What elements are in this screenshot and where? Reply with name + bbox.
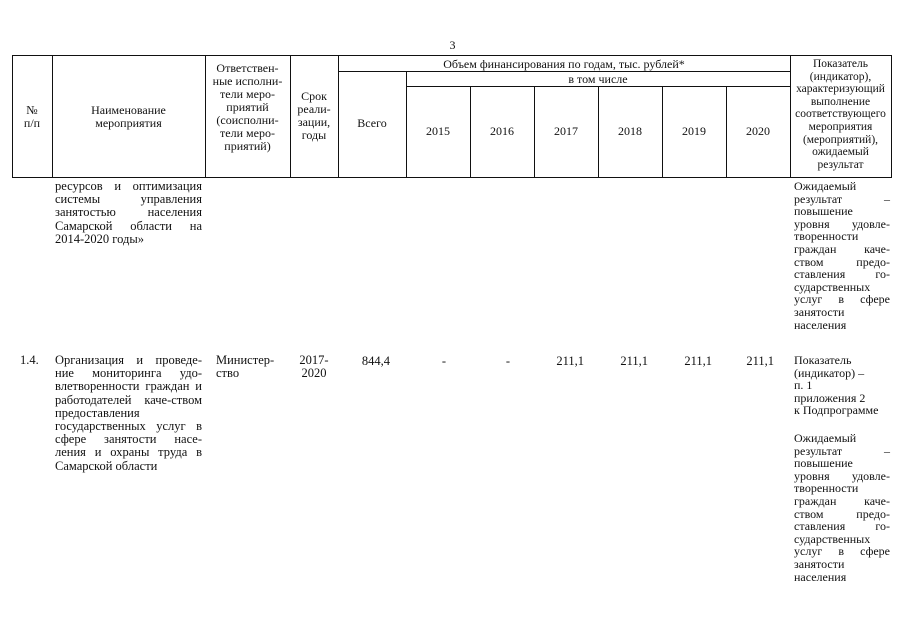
header-indicator: Показатель (индикатор), характеризующий выполнение соответствующего мероприятия (мероприятий), ожидаемый результат (795, 58, 886, 171)
row-1-4-expected-result: Ожидаемый результат – повышение уровня удовле-творенности граждан каче-ством предо-ставления го-сударственных услуг в сфере занятости населения (794, 431, 890, 584)
header-year-2016: 2016 (490, 124, 514, 138)
continued-row-name: ресурсов и оптимизация системы управления занятостью населения Самарской области на 2014-2020 годы» (55, 179, 202, 246)
header-term: Срок реали- зации, годы (297, 89, 331, 142)
row-1-4-num: 1.4. (20, 353, 39, 367)
header-including: в том числе (568, 72, 628, 86)
header-year-2018: 2018 (618, 124, 642, 138)
row-1-4-2016: - (505, 354, 510, 368)
header-bottom-line (12, 177, 892, 178)
row-1-4-name: Организация и проведе-ние мониторинга удо-влетворенности граждан и работодателей каче-ством предоставления государственных услуг в сфере занятости насе-ления и охраны труда в Самарской области (55, 353, 202, 473)
header-year-2020: 2020 (746, 124, 770, 138)
header-responsible: Ответствен- ные исполни- тели меро- приятий (соисполни- тели меро- приятий) (212, 61, 283, 153)
header-year-2015: 2015 (426, 124, 450, 138)
header-num: № п/п (23, 103, 41, 130)
header-year-2017: 2017 (554, 124, 578, 138)
row-1-4-2015: - (441, 354, 446, 368)
continued-row-indicator: Ожидаемый результат – повышение уровня удовле-творенности граждан каче-ством предо-ставления го-сударственных услуг в сфере занятости населения (794, 179, 890, 332)
row-1-4-2018: 211,1 (620, 354, 648, 368)
header-total: Всего (357, 116, 387, 130)
row-1-4-2020: 211,1 (746, 354, 774, 368)
row-1-4-term: 2017- 2020 (299, 353, 329, 381)
row-1-4-indicator: Показатель (индикатор) – п. 1 приложения 2 к Подпрограмме (794, 353, 879, 418)
col-line-12 (891, 55, 892, 178)
header-name: Наименование мероприятия (91, 103, 166, 130)
header-top-line (12, 55, 892, 56)
row-1-4-2017: 211,1 (556, 354, 584, 368)
row-1-4-responsible: Министер-ство (216, 353, 275, 381)
row-1-4-total: 844,4 (361, 354, 390, 368)
page-number: 3 (449, 38, 456, 52)
row-1-4-2019: 211,1 (684, 354, 712, 368)
header-financing: Объем финансирования по годам, тыс. рублей* (443, 57, 685, 71)
header-year-2019: 2019 (682, 124, 706, 138)
